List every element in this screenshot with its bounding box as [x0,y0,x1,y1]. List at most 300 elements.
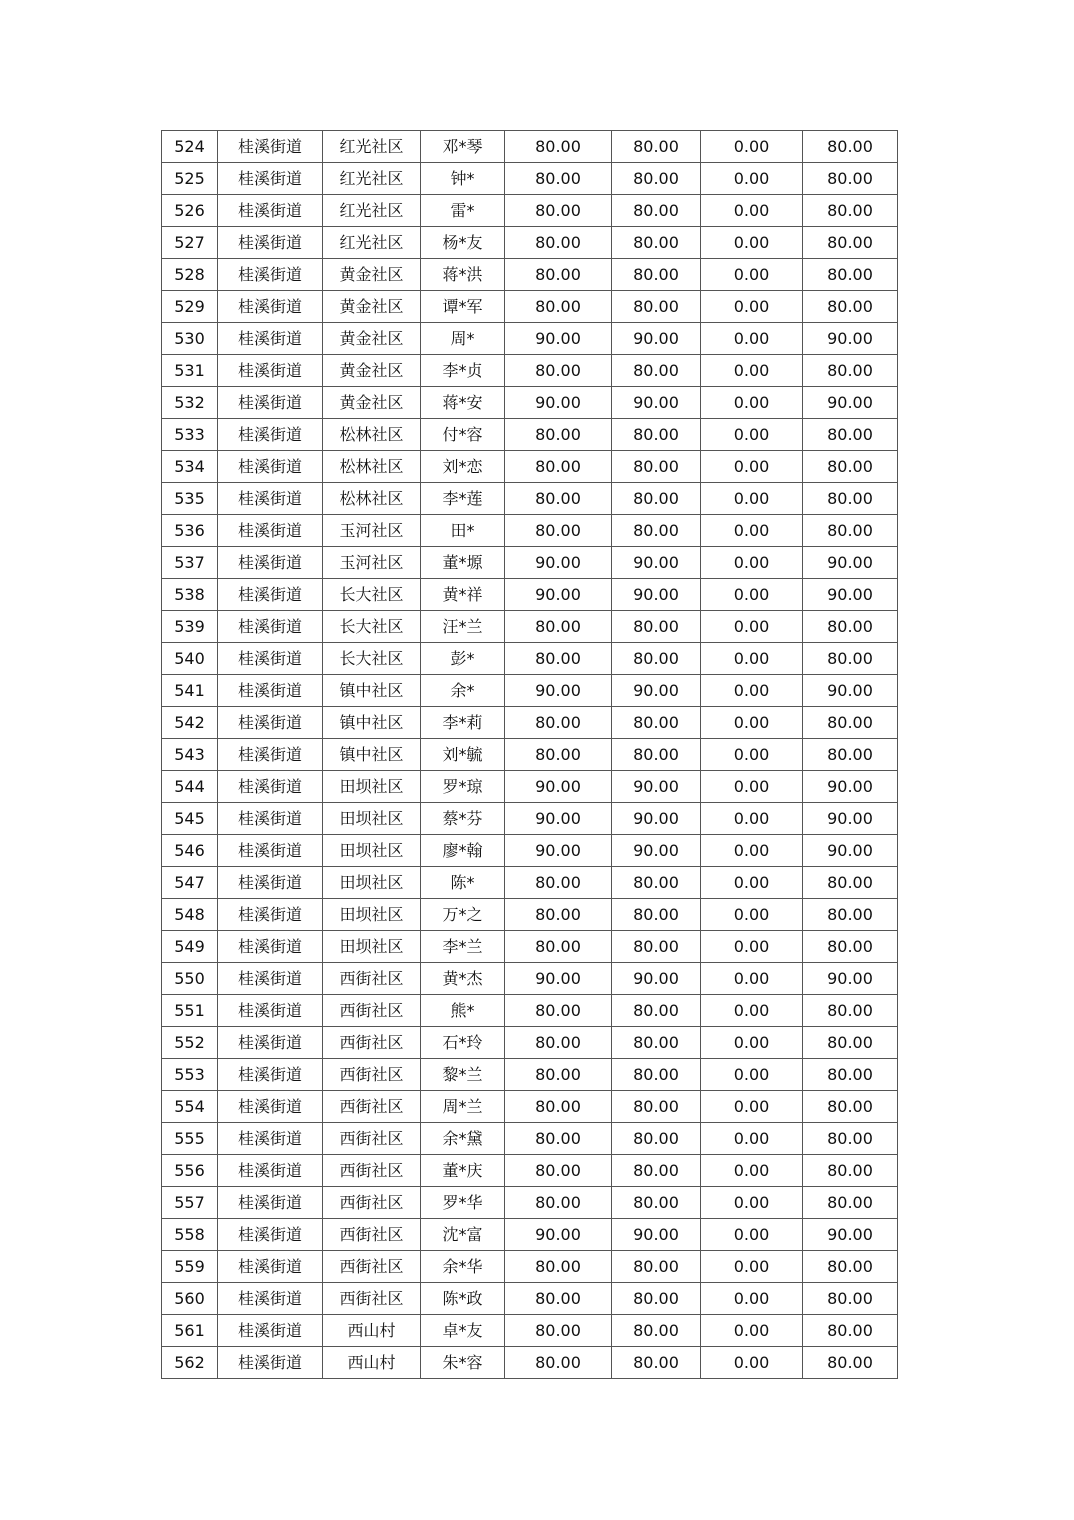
table-row [162,547,898,579]
amount-1-cell: 90.00 [505,963,612,995]
community-cell: 田坝社区 [323,771,421,803]
row-number-cell: 562 [162,1347,218,1379]
amount-3-cell: 0.00 [701,1027,803,1059]
amount-2-cell: 80.00 [612,1123,701,1155]
name-cell: 李*莉 [421,707,505,739]
street-cell: 桂溪街道 [218,1059,323,1091]
name-cell: 刘*恋 [421,451,505,483]
amount-3-cell: 0.00 [701,483,803,515]
row-number-cell: 530 [162,323,218,355]
amount-3-cell: 0.00 [701,579,803,611]
amount-2-cell: 80.00 [612,1027,701,1059]
community-cell: 镇中社区 [323,675,421,707]
street-cell: 桂溪街道 [218,995,323,1027]
amount-4-cell: 90.00 [803,675,898,707]
amount-4-cell: 90.00 [803,803,898,835]
amount-2-cell: 80.00 [612,1155,701,1187]
name-cell: 李*兰 [421,931,505,963]
amount-4-cell: 90.00 [803,323,898,355]
amount-4-cell: 80.00 [803,1059,898,1091]
amount-1-cell: 80.00 [505,195,612,227]
amount-1-cell: 80.00 [505,995,612,1027]
name-cell: 蔡*芬 [421,803,505,835]
name-cell: 蒋*安 [421,387,505,419]
name-cell: 董*庆 [421,1155,505,1187]
community-cell: 玉河社区 [323,547,421,579]
amount-3-cell: 0.00 [701,707,803,739]
community-cell: 西街社区 [323,1123,421,1155]
street-cell: 桂溪街道 [218,355,323,387]
amount-3-cell: 0.00 [701,419,803,451]
row-number-cell: 528 [162,259,218,291]
name-cell: 万*之 [421,899,505,931]
row-number-cell: 531 [162,355,218,387]
street-cell: 桂溪街道 [218,451,323,483]
amount-3-cell: 0.00 [701,131,803,163]
amount-2-cell: 90.00 [612,1219,701,1251]
street-cell: 桂溪街道 [218,1315,323,1347]
amount-3-cell: 0.00 [701,451,803,483]
community-cell: 西街社区 [323,1091,421,1123]
row-number-cell: 539 [162,611,218,643]
amount-1-cell: 80.00 [505,1027,612,1059]
table-row [162,195,898,227]
amount-2-cell: 80.00 [612,1283,701,1315]
amount-1-cell: 80.00 [505,1123,612,1155]
amount-1-cell: 90.00 [505,387,612,419]
community-cell: 镇中社区 [323,707,421,739]
row-number-cell: 551 [162,995,218,1027]
table-row [162,483,898,515]
amount-2-cell: 80.00 [612,355,701,387]
amount-3-cell: 0.00 [701,323,803,355]
table-row [162,995,898,1027]
amount-4-cell: 90.00 [803,1219,898,1251]
community-cell: 松林社区 [323,419,421,451]
table-row [162,419,898,451]
community-cell: 黄金社区 [323,291,421,323]
street-cell: 桂溪街道 [218,771,323,803]
community-cell: 田坝社区 [323,803,421,835]
amount-1-cell: 80.00 [505,1059,612,1091]
amount-4-cell: 80.00 [803,707,898,739]
amount-4-cell: 80.00 [803,1315,898,1347]
row-number-cell: 560 [162,1283,218,1315]
row-number-cell: 540 [162,643,218,675]
table-row [162,611,898,643]
name-cell: 余* [421,675,505,707]
community-cell: 西山村 [323,1347,421,1379]
amount-1-cell: 80.00 [505,643,612,675]
amount-3-cell: 0.00 [701,1219,803,1251]
table-row [162,1059,898,1091]
amount-3-cell: 0.00 [701,227,803,259]
amount-2-cell: 80.00 [612,419,701,451]
amount-2-cell: 80.00 [612,611,701,643]
amount-2-cell: 80.00 [612,643,701,675]
amount-1-cell: 80.00 [505,1155,612,1187]
amount-1-cell: 80.00 [505,515,612,547]
amount-3-cell: 0.00 [701,259,803,291]
amount-4-cell: 80.00 [803,1091,898,1123]
table-row [162,291,898,323]
table-row [162,771,898,803]
amount-3-cell: 0.00 [701,1347,803,1379]
table-row [162,1123,898,1155]
amount-4-cell: 80.00 [803,1283,898,1315]
amount-1-cell: 90.00 [505,835,612,867]
street-cell: 桂溪街道 [218,611,323,643]
community-cell: 红光社区 [323,163,421,195]
street-cell: 桂溪街道 [218,963,323,995]
street-cell: 桂溪街道 [218,195,323,227]
name-cell: 邓*琴 [421,131,505,163]
row-number-cell: 561 [162,1315,218,1347]
table-row [162,387,898,419]
amount-4-cell: 80.00 [803,163,898,195]
name-cell: 沈*富 [421,1219,505,1251]
street-cell: 桂溪街道 [218,1187,323,1219]
name-cell: 李*莲 [421,483,505,515]
community-cell: 松林社区 [323,451,421,483]
community-cell: 红光社区 [323,195,421,227]
table-row [162,803,898,835]
amount-2-cell: 80.00 [612,483,701,515]
community-cell: 黄金社区 [323,355,421,387]
street-cell: 桂溪街道 [218,835,323,867]
name-cell: 罗*华 [421,1187,505,1219]
amount-4-cell: 80.00 [803,1123,898,1155]
amount-4-cell: 80.00 [803,1187,898,1219]
amount-3-cell: 0.00 [701,1059,803,1091]
street-cell: 桂溪街道 [218,1347,323,1379]
amount-2-cell: 90.00 [612,323,701,355]
street-cell: 桂溪街道 [218,675,323,707]
community-cell: 黄金社区 [323,387,421,419]
street-cell: 桂溪街道 [218,707,323,739]
community-cell: 玉河社区 [323,515,421,547]
table-row [162,931,898,963]
amount-3-cell: 0.00 [701,963,803,995]
amount-4-cell: 80.00 [803,195,898,227]
amount-4-cell: 80.00 [803,1347,898,1379]
amount-3-cell: 0.00 [701,739,803,771]
name-cell: 余*黛 [421,1123,505,1155]
table-row [162,1091,898,1123]
street-cell: 桂溪街道 [218,291,323,323]
street-cell: 桂溪街道 [218,323,323,355]
street-cell: 桂溪街道 [218,227,323,259]
amount-2-cell: 80.00 [612,291,701,323]
amount-2-cell: 90.00 [612,771,701,803]
amount-2-cell: 80.00 [612,899,701,931]
street-cell: 桂溪街道 [218,163,323,195]
table-row [162,131,898,163]
amount-4-cell: 80.00 [803,995,898,1027]
table-row [162,899,898,931]
name-cell: 陈*政 [421,1283,505,1315]
name-cell: 卓*友 [421,1315,505,1347]
community-cell: 黄金社区 [323,259,421,291]
name-cell: 雷* [421,195,505,227]
row-number-cell: 555 [162,1123,218,1155]
row-number-cell: 553 [162,1059,218,1091]
amount-4-cell: 80.00 [803,611,898,643]
amount-4-cell: 90.00 [803,579,898,611]
amount-4-cell: 90.00 [803,387,898,419]
table-row [162,579,898,611]
name-cell: 董*塬 [421,547,505,579]
community-cell: 西街社区 [323,1219,421,1251]
name-cell: 钟* [421,163,505,195]
street-cell: 桂溪街道 [218,547,323,579]
amount-4-cell: 80.00 [803,739,898,771]
name-cell: 周*兰 [421,1091,505,1123]
amount-4-cell: 80.00 [803,355,898,387]
amount-2-cell: 80.00 [612,1091,701,1123]
amount-1-cell: 90.00 [505,1219,612,1251]
amount-2-cell: 90.00 [612,803,701,835]
community-cell: 西街社区 [323,1251,421,1283]
row-number-cell: 548 [162,899,218,931]
amount-4-cell: 90.00 [803,963,898,995]
street-cell: 桂溪街道 [218,739,323,771]
amount-4-cell: 90.00 [803,771,898,803]
table-row [162,1251,898,1283]
amount-4-cell: 80.00 [803,483,898,515]
amount-2-cell: 80.00 [612,739,701,771]
amount-4-cell: 90.00 [803,835,898,867]
name-cell: 黄*祥 [421,579,505,611]
amount-3-cell: 0.00 [701,1091,803,1123]
amount-4-cell: 80.00 [803,227,898,259]
amount-3-cell: 0.00 [701,611,803,643]
row-number-cell: 533 [162,419,218,451]
amount-1-cell: 80.00 [505,739,612,771]
amount-1-cell: 80.00 [505,899,612,931]
amount-3-cell: 0.00 [701,1315,803,1347]
street-cell: 桂溪街道 [218,515,323,547]
amount-3-cell: 0.00 [701,995,803,1027]
community-cell: 镇中社区 [323,739,421,771]
name-cell: 朱*容 [421,1347,505,1379]
table-row [162,515,898,547]
street-cell: 桂溪街道 [218,387,323,419]
community-cell: 西山村 [323,1315,421,1347]
amount-3-cell: 0.00 [701,1123,803,1155]
amount-2-cell: 80.00 [612,1059,701,1091]
row-number-cell: 558 [162,1219,218,1251]
street-cell: 桂溪街道 [218,931,323,963]
amount-4-cell: 80.00 [803,1155,898,1187]
row-number-cell: 542 [162,707,218,739]
amount-3-cell: 0.00 [701,867,803,899]
community-cell: 西街社区 [323,1283,421,1315]
table-row [162,163,898,195]
name-cell: 田* [421,515,505,547]
row-number-cell: 557 [162,1187,218,1219]
amount-2-cell: 90.00 [612,387,701,419]
amount-4-cell: 80.00 [803,1027,898,1059]
street-cell: 桂溪街道 [218,643,323,675]
amount-3-cell: 0.00 [701,515,803,547]
community-cell: 红光社区 [323,227,421,259]
street-cell: 桂溪街道 [218,131,323,163]
amount-3-cell: 0.00 [701,355,803,387]
amount-3-cell: 0.00 [701,547,803,579]
amount-4-cell: 80.00 [803,899,898,931]
amount-4-cell: 80.00 [803,259,898,291]
amount-4-cell: 80.00 [803,515,898,547]
table-row [162,1219,898,1251]
row-number-cell: 550 [162,963,218,995]
amount-1-cell: 80.00 [505,451,612,483]
amount-2-cell: 90.00 [612,963,701,995]
name-cell: 彭* [421,643,505,675]
amount-2-cell: 90.00 [612,675,701,707]
amount-1-cell: 80.00 [505,291,612,323]
community-cell: 长大社区 [323,643,421,675]
data-table [161,130,898,1379]
amount-1-cell: 80.00 [505,355,612,387]
amount-1-cell: 80.00 [505,227,612,259]
row-number-cell: 541 [162,675,218,707]
amount-3-cell: 0.00 [701,387,803,419]
amount-3-cell: 0.00 [701,643,803,675]
row-number-cell: 526 [162,195,218,227]
street-cell: 桂溪街道 [218,1123,323,1155]
table-row [162,355,898,387]
table-row [162,835,898,867]
row-number-cell: 532 [162,387,218,419]
community-cell: 西街社区 [323,1187,421,1219]
amount-3-cell: 0.00 [701,675,803,707]
amount-3-cell: 0.00 [701,899,803,931]
row-number-cell: 559 [162,1251,218,1283]
amount-1-cell: 90.00 [505,579,612,611]
community-cell: 田坝社区 [323,931,421,963]
amount-2-cell: 80.00 [612,1187,701,1219]
amount-2-cell: 80.00 [612,515,701,547]
amount-3-cell: 0.00 [701,771,803,803]
community-cell: 西街社区 [323,1059,421,1091]
amount-1-cell: 80.00 [505,1315,612,1347]
row-number-cell: 535 [162,483,218,515]
name-cell: 黄*杰 [421,963,505,995]
name-cell: 黎*兰 [421,1059,505,1091]
community-cell: 长大社区 [323,579,421,611]
community-cell: 西街社区 [323,995,421,1027]
row-number-cell: 546 [162,835,218,867]
amount-2-cell: 80.00 [612,1347,701,1379]
table-row [162,227,898,259]
name-cell: 杨*友 [421,227,505,259]
amount-3-cell: 0.00 [701,931,803,963]
community-cell: 田坝社区 [323,867,421,899]
street-cell: 桂溪街道 [218,419,323,451]
community-cell: 西街社区 [323,1155,421,1187]
amount-1-cell: 80.00 [505,419,612,451]
name-cell: 周* [421,323,505,355]
name-cell: 熊* [421,995,505,1027]
name-cell: 李*贞 [421,355,505,387]
amount-2-cell: 80.00 [612,995,701,1027]
street-cell: 桂溪街道 [218,1283,323,1315]
row-number-cell: 534 [162,451,218,483]
row-number-cell: 525 [162,163,218,195]
amount-1-cell: 90.00 [505,771,612,803]
table-row [162,675,898,707]
name-cell: 汪*兰 [421,611,505,643]
amount-4-cell: 80.00 [803,867,898,899]
table-row [162,1155,898,1187]
community-cell: 黄金社区 [323,323,421,355]
amount-1-cell: 80.00 [505,707,612,739]
amount-1-cell: 80.00 [505,1091,612,1123]
table-row [162,707,898,739]
amount-3-cell: 0.00 [701,163,803,195]
amount-1-cell: 80.00 [505,1283,612,1315]
amount-4-cell: 80.00 [803,931,898,963]
table-row [162,1187,898,1219]
amount-4-cell: 80.00 [803,131,898,163]
amount-2-cell: 80.00 [612,195,701,227]
amount-2-cell: 80.00 [612,1315,701,1347]
row-number-cell: 537 [162,547,218,579]
community-cell: 田坝社区 [323,835,421,867]
street-cell: 桂溪街道 [218,803,323,835]
amount-1-cell: 90.00 [505,547,612,579]
row-number-cell: 527 [162,227,218,259]
street-cell: 桂溪街道 [218,1155,323,1187]
amount-4-cell: 90.00 [803,547,898,579]
name-cell: 刘*毓 [421,739,505,771]
amount-3-cell: 0.00 [701,291,803,323]
amount-2-cell: 80.00 [612,451,701,483]
name-cell: 余*华 [421,1251,505,1283]
name-cell: 石*玲 [421,1027,505,1059]
amount-4-cell: 80.00 [803,291,898,323]
street-cell: 桂溪街道 [218,259,323,291]
amount-1-cell: 80.00 [505,483,612,515]
community-cell: 长大社区 [323,611,421,643]
amount-3-cell: 0.00 [701,835,803,867]
amount-3-cell: 0.00 [701,1155,803,1187]
amount-2-cell: 80.00 [612,163,701,195]
amount-2-cell: 90.00 [612,579,701,611]
amount-4-cell: 80.00 [803,1251,898,1283]
amount-2-cell: 80.00 [612,707,701,739]
table-row [162,1315,898,1347]
amount-2-cell: 80.00 [612,131,701,163]
amount-2-cell: 80.00 [612,931,701,963]
name-cell: 陈* [421,867,505,899]
row-number-cell: 554 [162,1091,218,1123]
amount-1-cell: 80.00 [505,131,612,163]
row-number-cell: 524 [162,131,218,163]
name-cell: 付*容 [421,419,505,451]
street-cell: 桂溪街道 [218,899,323,931]
amount-3-cell: 0.00 [701,803,803,835]
amount-3-cell: 0.00 [701,1283,803,1315]
amount-2-cell: 80.00 [612,227,701,259]
row-number-cell: 545 [162,803,218,835]
row-number-cell: 549 [162,931,218,963]
table-row [162,1027,898,1059]
row-number-cell: 543 [162,739,218,771]
row-number-cell: 556 [162,1155,218,1187]
table-row [162,867,898,899]
